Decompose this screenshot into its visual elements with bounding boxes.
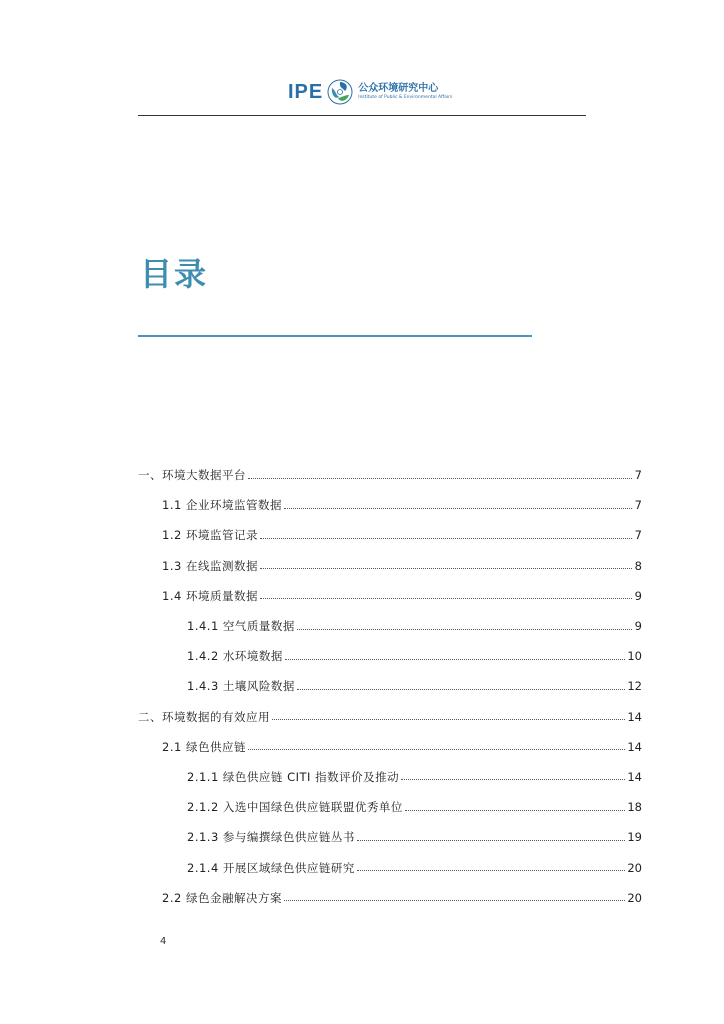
toc-entry-label: 1.3 在线监测数据 bbox=[162, 558, 258, 573]
logo-abbr: IPE bbox=[288, 80, 324, 103]
toc-entry[interactable] bbox=[138, 762, 642, 792]
toc-entry-label: 一、环境大数据平台 bbox=[138, 468, 246, 483]
toc-leader-dots bbox=[405, 810, 625, 811]
title-divider bbox=[138, 335, 532, 337]
toc-entry[interactable] bbox=[138, 641, 642, 671]
toc-leader-dots bbox=[260, 598, 632, 599]
toc-entry[interactable] bbox=[138, 732, 642, 762]
toc-leader-dots bbox=[357, 840, 625, 841]
toc-leader-dots bbox=[297, 689, 625, 690]
toc-entry[interactable] bbox=[138, 702, 642, 732]
toc-entry[interactable] bbox=[138, 520, 642, 550]
toc-entry-label: 二、环境数据的有效应用 bbox=[138, 709, 270, 724]
toc-leader-dots bbox=[284, 508, 632, 509]
toc-entry-page: 8 bbox=[634, 558, 642, 573]
toc-entry[interactable] bbox=[138, 551, 642, 581]
toc-entry-page: 14 bbox=[627, 709, 642, 724]
toc-leader-dots bbox=[260, 538, 632, 539]
toc-entry-page: 9 bbox=[634, 588, 642, 603]
toc-entry[interactable] bbox=[138, 581, 642, 611]
toc-entry[interactable] bbox=[138, 852, 642, 882]
table-of-contents bbox=[138, 460, 642, 913]
header-divider bbox=[138, 115, 586, 116]
toc-entry-page: 7 bbox=[634, 498, 642, 513]
toc-entry-page: 19 bbox=[627, 830, 642, 845]
toc-entry-page: 14 bbox=[627, 739, 642, 754]
toc-leader-dots bbox=[285, 659, 625, 660]
toc-entry-page: 10 bbox=[627, 649, 642, 664]
toc-entry-label: 2.1.1 绿色供应链 CITI 指数评价及推动 bbox=[187, 769, 400, 784]
toc-entry-label: 1.4.3 土壤风险数据 bbox=[187, 679, 295, 694]
toc-leader-dots bbox=[248, 478, 632, 479]
ipe-emblem-icon bbox=[327, 79, 353, 105]
toc-leader-dots bbox=[297, 629, 632, 630]
toc-entry-page: 20 bbox=[627, 860, 642, 875]
toc-leader-dots bbox=[401, 779, 625, 780]
toc-entry-page: 12 bbox=[627, 679, 642, 694]
toc-entry-page: 20 bbox=[627, 890, 642, 905]
toc-leader-dots bbox=[248, 749, 625, 750]
toc-leader-dots bbox=[260, 568, 632, 569]
toc-entry-label: 1.4.1 空气质量数据 bbox=[187, 619, 295, 634]
toc-entry[interactable] bbox=[138, 792, 642, 822]
toc-entry[interactable] bbox=[138, 822, 642, 852]
toc-entry-label: 2.1 绿色供应链 bbox=[162, 739, 246, 754]
toc-leader-dots bbox=[284, 900, 625, 901]
toc-entry[interactable] bbox=[138, 460, 642, 490]
toc-entry-page: 9 bbox=[634, 619, 642, 634]
org-name-cn: 公众环境研究中心 bbox=[358, 83, 439, 94]
ipe-logo bbox=[288, 76, 452, 108]
toc-entry-page: 7 bbox=[634, 528, 642, 543]
page-header bbox=[0, 76, 724, 108]
toc-entry-page: 7 bbox=[634, 468, 642, 483]
toc-entry[interactable] bbox=[138, 611, 642, 641]
toc-entry[interactable] bbox=[138, 490, 642, 520]
page-title: 目录 bbox=[140, 255, 209, 293]
toc-entry-label: 1.4.2 水环境数据 bbox=[187, 649, 283, 664]
toc-leader-dots bbox=[357, 870, 625, 871]
toc-entry[interactable] bbox=[138, 883, 642, 913]
toc-entry-label: 1.4 环境质量数据 bbox=[162, 588, 258, 603]
toc-entry-label: 2.1.2 入选中国绿色供应链联盟优秀单位 bbox=[187, 800, 403, 815]
toc-entry-label: 1.1 企业环境监管数据 bbox=[162, 498, 282, 513]
page-number: 4 bbox=[160, 936, 167, 947]
toc-entry-label: 1.2 环境监管记录 bbox=[162, 528, 258, 543]
toc-entry-label: 2.2 绿色金融解决方案 bbox=[162, 890, 282, 905]
toc-leader-dots bbox=[272, 719, 625, 720]
toc-entry-page: 14 bbox=[627, 769, 642, 784]
toc-entry-page: 18 bbox=[627, 800, 642, 815]
toc-entry[interactable] bbox=[138, 671, 642, 701]
toc-entry-label: 2.1.4 开展区域绿色供应链研究 bbox=[187, 860, 355, 875]
org-name-en: Institute of Public & Environmental Affairs bbox=[358, 95, 453, 100]
toc-entry-label: 2.1.3 参与编撰绿色供应链丛书 bbox=[187, 830, 355, 845]
